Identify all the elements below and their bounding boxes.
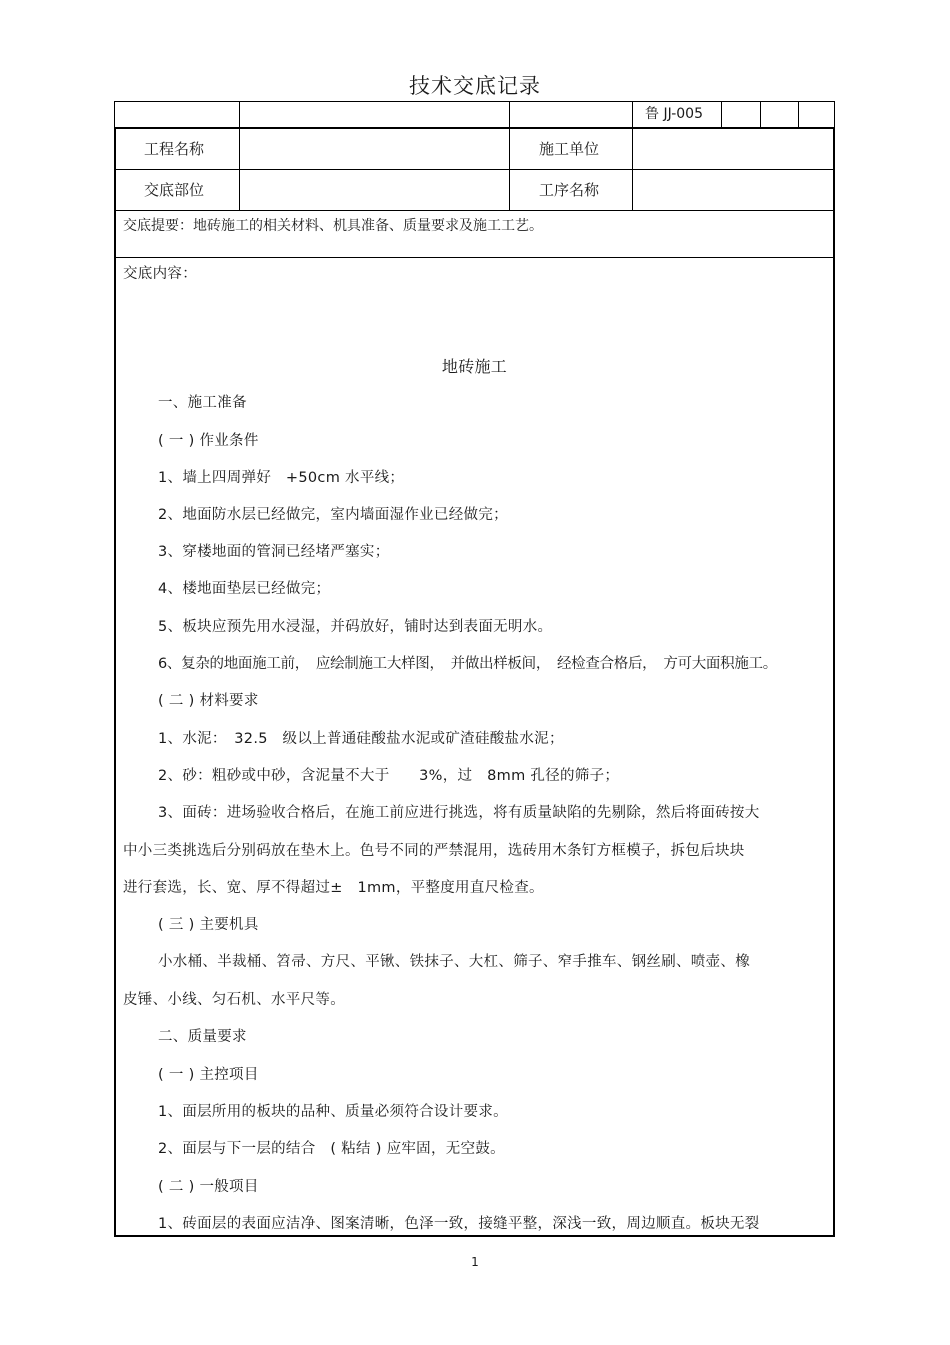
content-line: 5、板块应预先用水浸湿，并码放好，铺时达到表面无明水。 [158, 619, 553, 635]
content-line: 小水桶、半裁桶、笤帚、方尺、平锹、铁抹子、大杠、筛子、窄手推车、钢丝刷、喷壶、橡 [158, 954, 750, 970]
content-line: 6、复杂的地面施工前， 应绘制施工大样图， 并做出样板间， 经检查合格后， 方可大面积施工。 [158, 656, 777, 672]
content-line: 1、墙上四周弹好 +50cm 水平线； [158, 470, 405, 486]
content-line: 皮锤、小线、匀石机、水平尺等。 [123, 992, 345, 1008]
content-line: ( 二 ) 一般项目 [158, 1179, 259, 1195]
content-line: 2、砂：粗砂或中砂，含泥量不大于 3%，过 8mm 孔径的筛子； [158, 768, 620, 784]
content-line: 3、面砖：进场验收合格后，在施工前应进行挑选，将有质量缺陷的先剔除，然后将面砖按大 [158, 805, 760, 821]
content-line: 3、穿楼地面的管洞已经堵严塞实； [158, 544, 390, 560]
summary-text: 交底提要：地砖施工的相关材料、机具准备、质量要求及施工工艺。 [123, 218, 543, 234]
project-name-label: 工程名称 [144, 140, 205, 158]
content-line: 1、砖面层的表面应洁净、图案清晰，色泽一致，接缝平整，深浅一致，周边顺直。板块无裂 [158, 1216, 760, 1232]
content-line: 2、面层与下一层的结合 ( 粘结 ) 应牢固，无空鼓。 [158, 1141, 505, 1157]
form-code-row [114, 101, 835, 128]
code-box [760, 102, 798, 128]
page-title: 技术交底记录 [409, 74, 541, 98]
content-line: 1、水泥： 32.5 级以上普通硅酸盐水泥或矿渣硅酸盐水泥； [158, 731, 564, 747]
content-line: ( 二 ) 材料要求 [158, 693, 259, 709]
blank-cell [239, 102, 509, 128]
record-table [114, 127, 835, 1237]
content-line: 中小三类挑选后分别码放在垫木上。色号不同的严禁混用，选砖用木条钉方框模子，拆包后块块 [123, 843, 745, 859]
content-line: 2、地面防水层已经做完，室内墙面湿作业已经做完； [158, 507, 508, 523]
construction-unit-label: 施工单位 [539, 140, 600, 158]
process-label: 工序名称 [539, 181, 600, 199]
code-box [798, 102, 835, 128]
code-box [721, 102, 760, 128]
content-line: 4、楼地面垫层已经做完； [158, 581, 331, 597]
form-code: 鲁 JJ-005 [632, 102, 721, 128]
page-number: 1 [471, 1255, 479, 1269]
content-line: 进行套选，长、宽、厚不得超过± 1mm，平整度用直尺检查。 [123, 880, 544, 896]
location-label: 交底部位 [144, 181, 205, 199]
content-line: 一、施工准备 [158, 395, 247, 411]
content-label: 交底内容： [123, 266, 197, 282]
blank-cell [509, 102, 632, 128]
content-line: ( 一 ) 主控项目 [158, 1067, 259, 1083]
content-line: 1、面层所用的板块的品种、质量必须符合设计要求。 [158, 1104, 508, 1120]
content-line: ( 三 ) 主要机具 [158, 917, 259, 933]
content-title: 地砖施工 [441, 357, 508, 376]
blank-cell [114, 102, 239, 128]
content-section [116, 129, 833, 1235]
content-line: 二、质量要求 [158, 1029, 247, 1045]
content-line: ( 一 ) 作业条件 [158, 433, 259, 449]
